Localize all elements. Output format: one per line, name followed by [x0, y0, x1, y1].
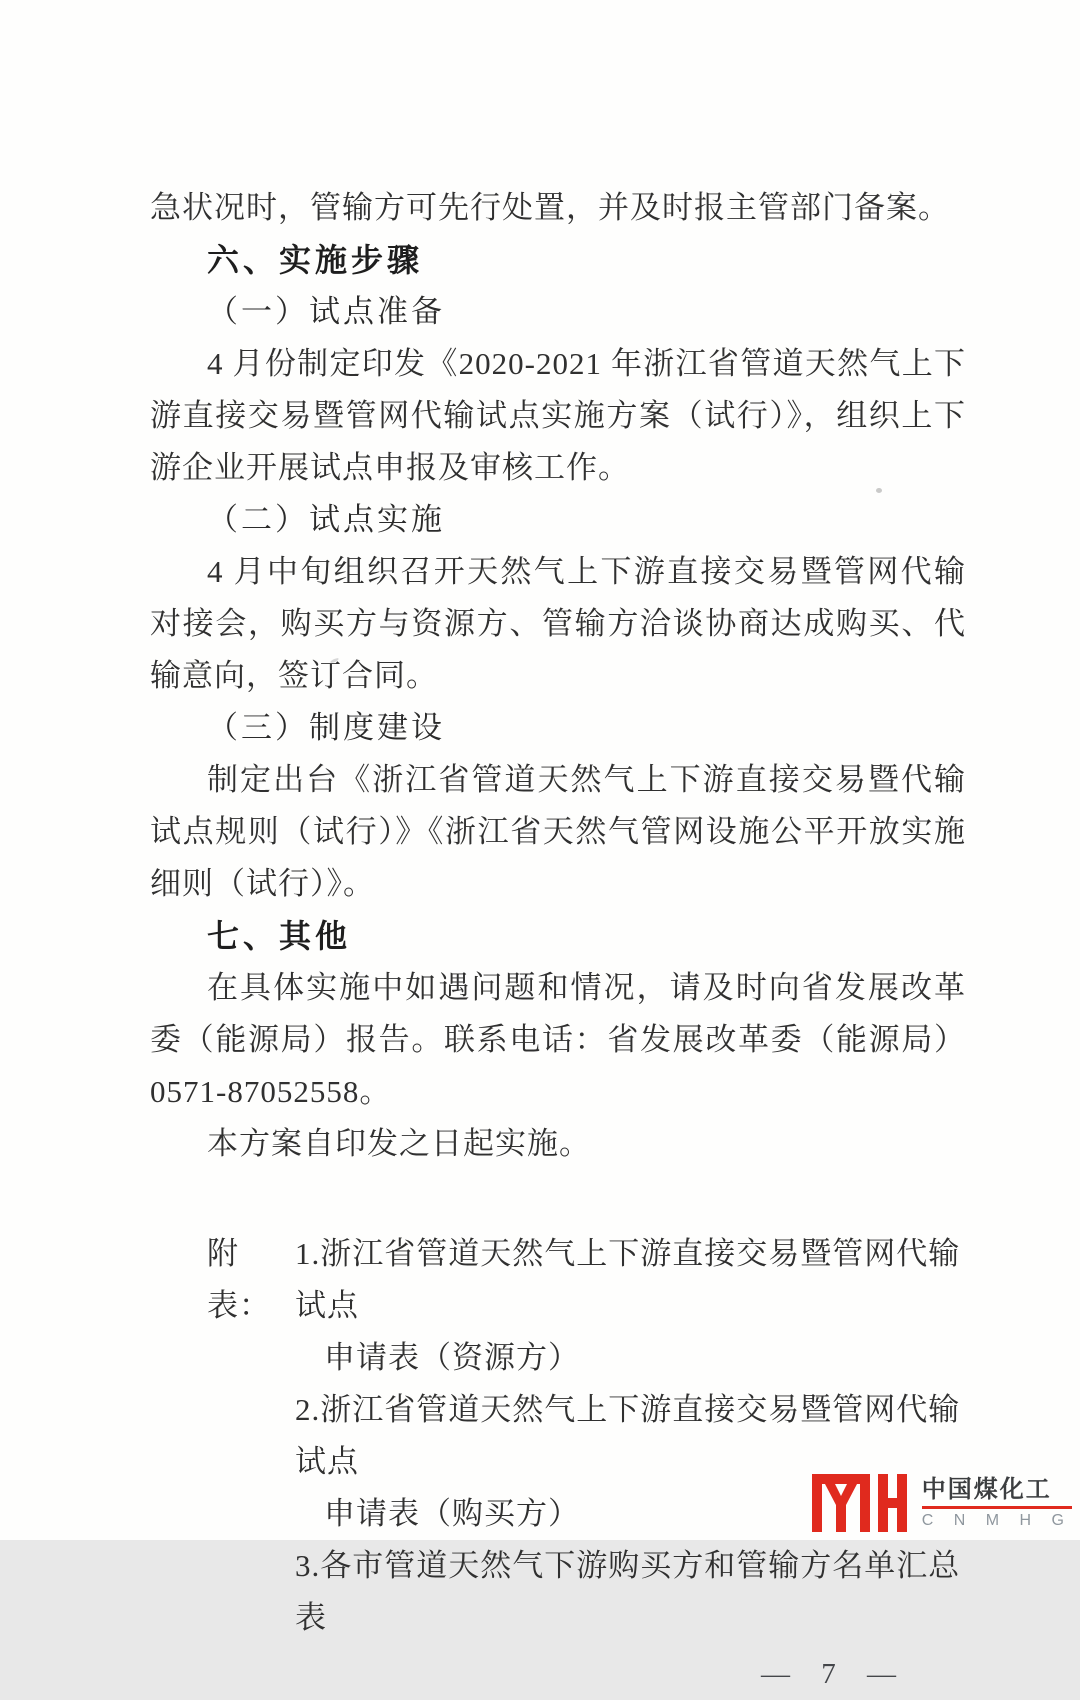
- paragraph-contact-info: 在具体实施中如遇问题和情况，请及时向省发展改革委（能源局）报告。联系电话：省发展改革委（能源局） 0571-87052558。: [150, 970, 966, 1109]
- attachment-item-1-line1: 1.浙江省管道天然气上下游直接交易暨管网代输试点: [295, 1236, 961, 1323]
- paragraph-effective-date: 本方案自印发之日起实施。: [207, 1126, 591, 1161]
- attachment-items: [295, 1228, 966, 1644]
- attachment-item-1: [295, 1228, 966, 1384]
- cnmhg-logo-text: [922, 1476, 1072, 1530]
- attachment-item-3: [295, 1540, 966, 1644]
- subheading-pilot-implementation: （二）试点实施: [207, 502, 445, 537]
- brand-divider-rule: [922, 1506, 1072, 1509]
- attachment-list: [150, 1228, 966, 1644]
- page-number: — 7 —: [761, 1658, 908, 1690]
- cnmhg-logo-icon: [812, 1474, 907, 1532]
- paragraph-pilot-implementation: 4 月中旬组织召开天然气上下游直接交易暨管网代输对接会，购买方与资源方、管输方洽谈协商达成购买、代输意向，签订合同。: [150, 554, 966, 693]
- attachment-item-2-line2: 申请表（购买方）: [324, 1496, 580, 1531]
- brand-name-english: C N M H G: [921, 1512, 1072, 1529]
- paragraph-pilot-preparation: 4 月份制定印发《2020-2021 年浙江省管道天然气上下游直接交易暨管网代输试点实施方案（试行）》，组织上下游企业开展试点申报及审核工作。: [150, 346, 966, 485]
- paragraph-emergency-continuation: 急状况时，管输方可先行处置，并及时报主管部门备案。: [150, 190, 950, 225]
- subheading-pilot-preparation: （一）试点准备: [207, 294, 445, 329]
- document-body: [150, 182, 966, 1700]
- brand-name-chinese: 中国煤化工: [921, 1476, 1052, 1503]
- attachment-item-1-line2: 申请表（资源方）: [324, 1340, 580, 1375]
- attachment-item-3-line1: 3.各市管道天然气下游购买方和管输方名单汇总表: [295, 1548, 961, 1635]
- paragraph-system-building: 制定出台《浙江省管道天然气上下游直接交易暨代输试点规则（试行）》《浙江省天然气管网设施公平开放实施细则（试行）》。: [150, 762, 966, 901]
- attachment-label: 附表：: [207, 1236, 271, 1323]
- subheading-system-building: （三）制度建设: [207, 710, 445, 745]
- cnmhg-footer-logo: [812, 1474, 1072, 1532]
- attachment-item-2-line1: 2.浙江省管道天然气上下游直接交易暨管网代输试点: [295, 1392, 961, 1479]
- scan-artifact-speck: [876, 488, 882, 493]
- heading-others: 七、其他: [207, 918, 352, 954]
- heading-implementation-steps: 六、实施步骤: [207, 242, 424, 278]
